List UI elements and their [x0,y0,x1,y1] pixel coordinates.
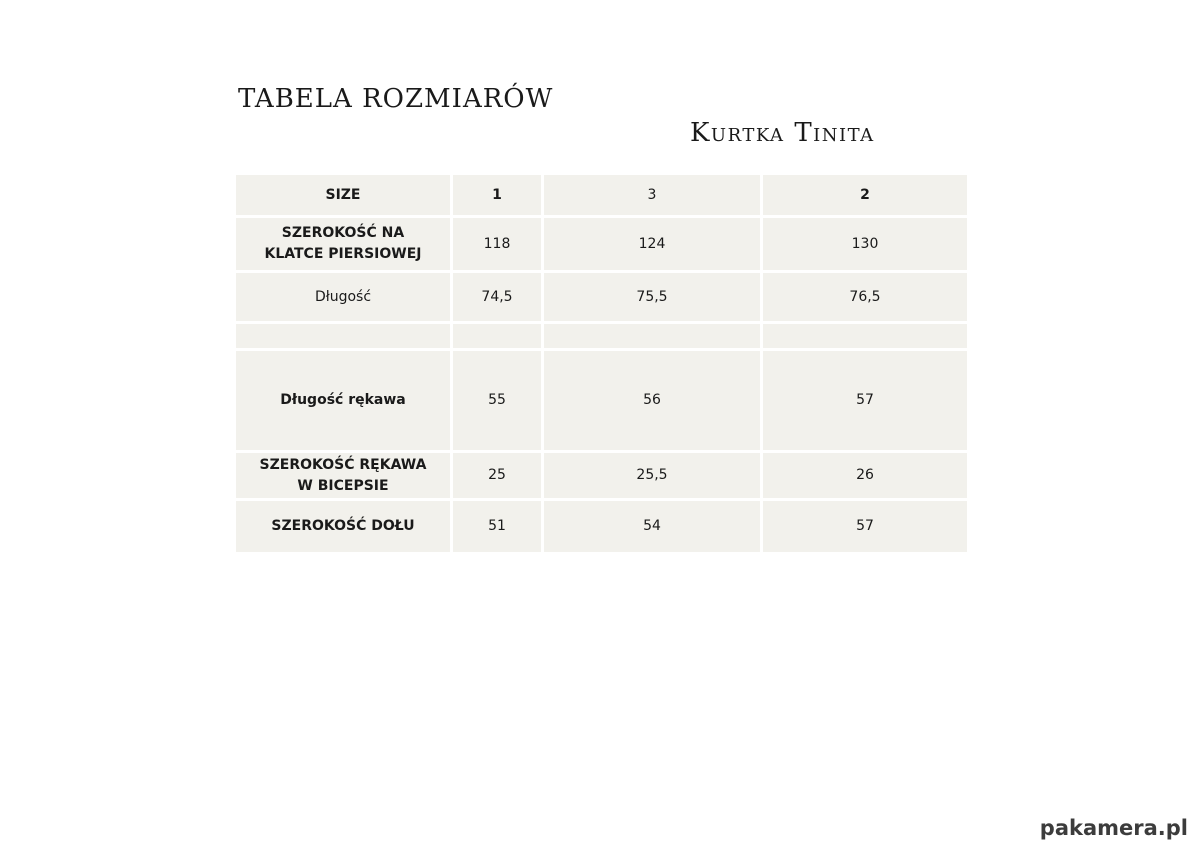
table-cell: 57 [763,351,967,450]
empty-cell [544,324,760,348]
table-cell: 25,5 [544,453,760,498]
table-cell: 51 [453,501,541,552]
row-label-line: SZEROKOŚĆ RĘKAWA W BICEPSIE [259,456,427,494]
row-label-line: SZEROKOŚĆ NA KLATCE PIERSIOWEJ [264,225,422,262]
header-cell-size-1: 1 [453,175,541,215]
table-cell: 55 [453,351,541,450]
table-row [236,351,967,450]
table-row [236,273,967,321]
table-cell: 54 [544,501,760,552]
table-cell: 26 [763,453,967,498]
table-header-row [236,175,967,215]
size-table [233,172,970,555]
empty-cell [763,324,967,348]
empty-cell [453,324,541,348]
table-cell: 56 [544,351,760,450]
row-label-chest-width [236,218,450,270]
table-cell: 74,5 [453,273,541,321]
product-name: Kurtka Tinita [690,118,875,148]
table-row-empty [236,324,967,348]
row-label-hem-width: SZEROKOŚĆ DOŁU [236,501,450,552]
table-cell: 25 [453,453,541,498]
watermark-logo: pakamera.pl [1039,816,1188,840]
header-cell-size-3: 3 [544,175,760,215]
table-row [236,453,967,498]
empty-cell [236,324,450,348]
table-cell: 130 [763,218,967,270]
row-label-length: Długość [236,273,450,321]
table-cell: 57 [763,501,967,552]
page-title: TABELA ROZMIARÓW [238,84,554,114]
table-row [236,501,967,552]
table-cell: 124 [544,218,760,270]
table-cell: 75,5 [544,273,760,321]
row-label-sleeve-length: Długość rękawa [236,351,450,450]
table-cell: 76,5 [763,273,967,321]
row-label-sleeve-width [236,453,450,498]
table-cell: 118 [453,218,541,270]
header-cell-size: SIZE [236,175,450,215]
table-row [236,218,967,270]
header-cell-size-2: 2 [763,175,967,215]
